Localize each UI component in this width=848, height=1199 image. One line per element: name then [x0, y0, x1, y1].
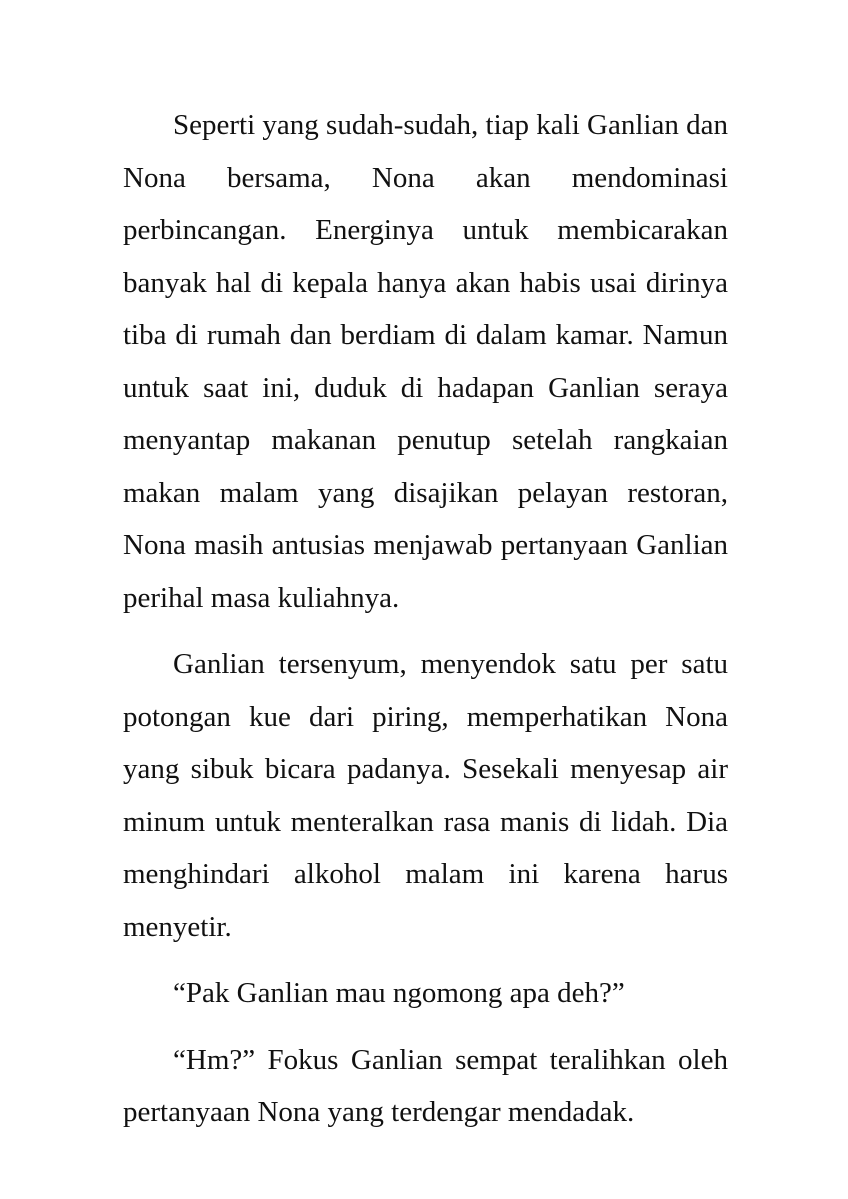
dialogue-paragraph-1: “Pak Ganlian mau ngomong apa deh?”: [173, 977, 625, 1009]
paragraph-1: Seperti yang sudah-sudah, tiap kali Ganlian dan Nona bersama, Nona akan mendominasi perbincangan. Energinya untuk membicarakan banyak hal di kepala hanya akan habis usai dirinya tiba di rumah dan berdiam di dalam kamar. Namun untuk saat ini, duduk di hadapan Ganlian seraya menyantap makanan penutup setelah rangkaian makan malam yang disajikan pelayan restoran, Nona masih antusias menjawab pertanyaan Ganlian perihal masa kuliahnya.: [123, 109, 728, 614]
body-text: [123, 99, 728, 1139]
paragraph-2: Ganlian tersenyum, menyendok satu per satu potongan kue dari piring, memperhatikan Nona yang sibuk bicara padanya. Sesekali menyesap air minum untuk menteralkan rasa manis di lidah. Dia menghindari alkohol malam ini karena harus menyetir.: [123, 648, 728, 943]
dialogue-paragraph-2: “Hm?” Fokus Ganlian sempat teralihkan oleh pertanyaan Nona yang terdengar mendadak.: [123, 1043, 728, 1128]
